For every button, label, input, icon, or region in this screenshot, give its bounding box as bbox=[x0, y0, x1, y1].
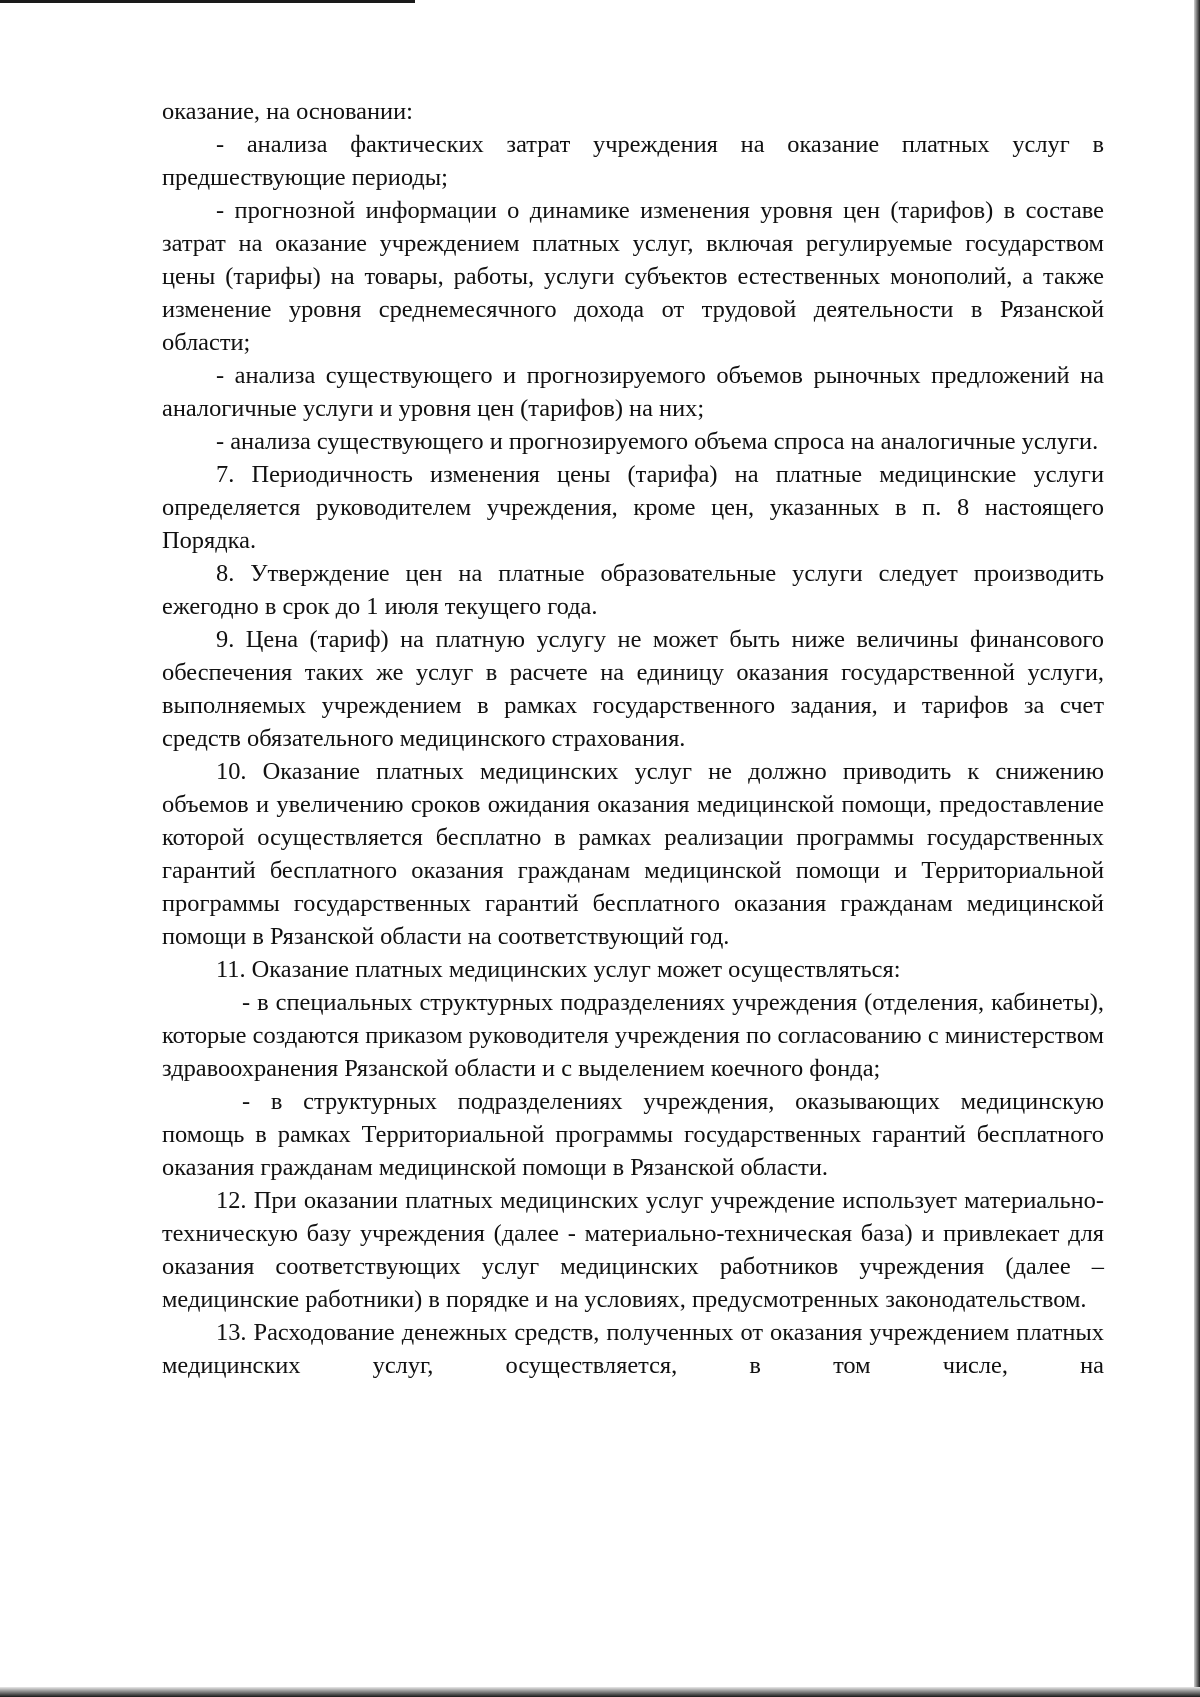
paragraph-item-10: 10. Оказание платных медицинских услуг не должно приводить к снижению объемов и увеличению сроков ожидания оказания медицинской помощи, предоставление которой осуществляется бесплатно в рамках реализации программы государственных гарантий бесплатного оказания гражданам медицинской помощи и Территориальной программы государственных гарантий бесплатного оказания гражданам медицинской помощи в Рязанской области на соответствующий год. bbox=[162, 758, 1104, 950]
paragraph-bullet-market-offers: - анализа существующего и прогнозируемого объемов рыночных предложений на аналогичные услуги и уровня цен (тарифов) на них; bbox=[162, 362, 1104, 422]
document-body bbox=[162, 95, 1104, 1382]
scan-right-border bbox=[1194, 0, 1200, 1697]
paragraph-item-13: 13. Расходование денежных средств, полученных от оказания учреждением платных медицинских услуг, осуществляется, в том числе, на bbox=[162, 1319, 1104, 1379]
paragraph-bullet-costs: - анализа фактических затрат учреждения на оказание платных услуг в предшествующие периоды; bbox=[162, 131, 1104, 191]
paragraph-item-11: 11. Оказание платных медицинских услуг может осуществляться: bbox=[216, 956, 901, 983]
paragraph-item-12: 12. При оказании платных медицинских услуг учреждение использует материально-техническую базу учреждения (далее - материально-техническая база) и привлекает для оказания соответствующих услуг медицинских работников учреждения (далее – медицинские работники) в порядке и на условиях, предусмотренных законодательством. bbox=[162, 1187, 1104, 1313]
paragraph-bullet-demand: - анализа существующего и прогнозируемого объема спроса на аналогичные услуги. bbox=[216, 428, 1099, 455]
scan-bottom-border bbox=[0, 1687, 1200, 1697]
paragraph-intro: оказание, на основании: bbox=[162, 98, 413, 125]
paragraph-bullet-special-units: - в специальных структурных подразделениях учреждения (отделения, кабинеты), которые создаются приказом руководителя учреждения по согласованию с министерством здравоохранения Рязанской области и с выделением коечного фонда; bbox=[162, 989, 1104, 1082]
paragraph-item-7: 7. Периодичность изменения цены (тарифа) на платные медицинские услуги определяется руководителем учреждения, кроме цен, указанных в п. 8 настоящего Порядка. bbox=[162, 461, 1104, 554]
paragraph-bullet-forecast: - прогнозной информации о динамике изменения уровня цен (тарифов) в составе затрат на оказание учреждением платных услуг, включая регулируемые государством цены (тарифы) на товары, работы, услуги субъектов естественных монополий, а также изменение уровня среднемесячного дохода от трудовой деятельности в Рязанской области; bbox=[162, 197, 1104, 356]
paragraph-item-8: 8. Утверждение цен на платные образовательные услуги следует производить ежегодно в срок до 1 июля текущего года. bbox=[162, 560, 1104, 620]
paragraph-item-9: 9. Цена (тариф) на платную услугу не может быть ниже величины финансового обеспечения таких же услуг в расчете на единицу оказания государственной услуги, выполняемых учреждением в рамках государственного задания, и тарифов за счет средств обязательного медицинского страхования. bbox=[162, 626, 1104, 752]
scan-top-border bbox=[0, 0, 415, 3]
paragraph-bullet-structural-units: - в структурных подразделениях учреждения, оказывающих медицинскую помощь в рамках Территориальной программы государственных гарантий бесплатного оказания гражданам медицинской помощи в Рязанской области. bbox=[162, 1088, 1104, 1181]
